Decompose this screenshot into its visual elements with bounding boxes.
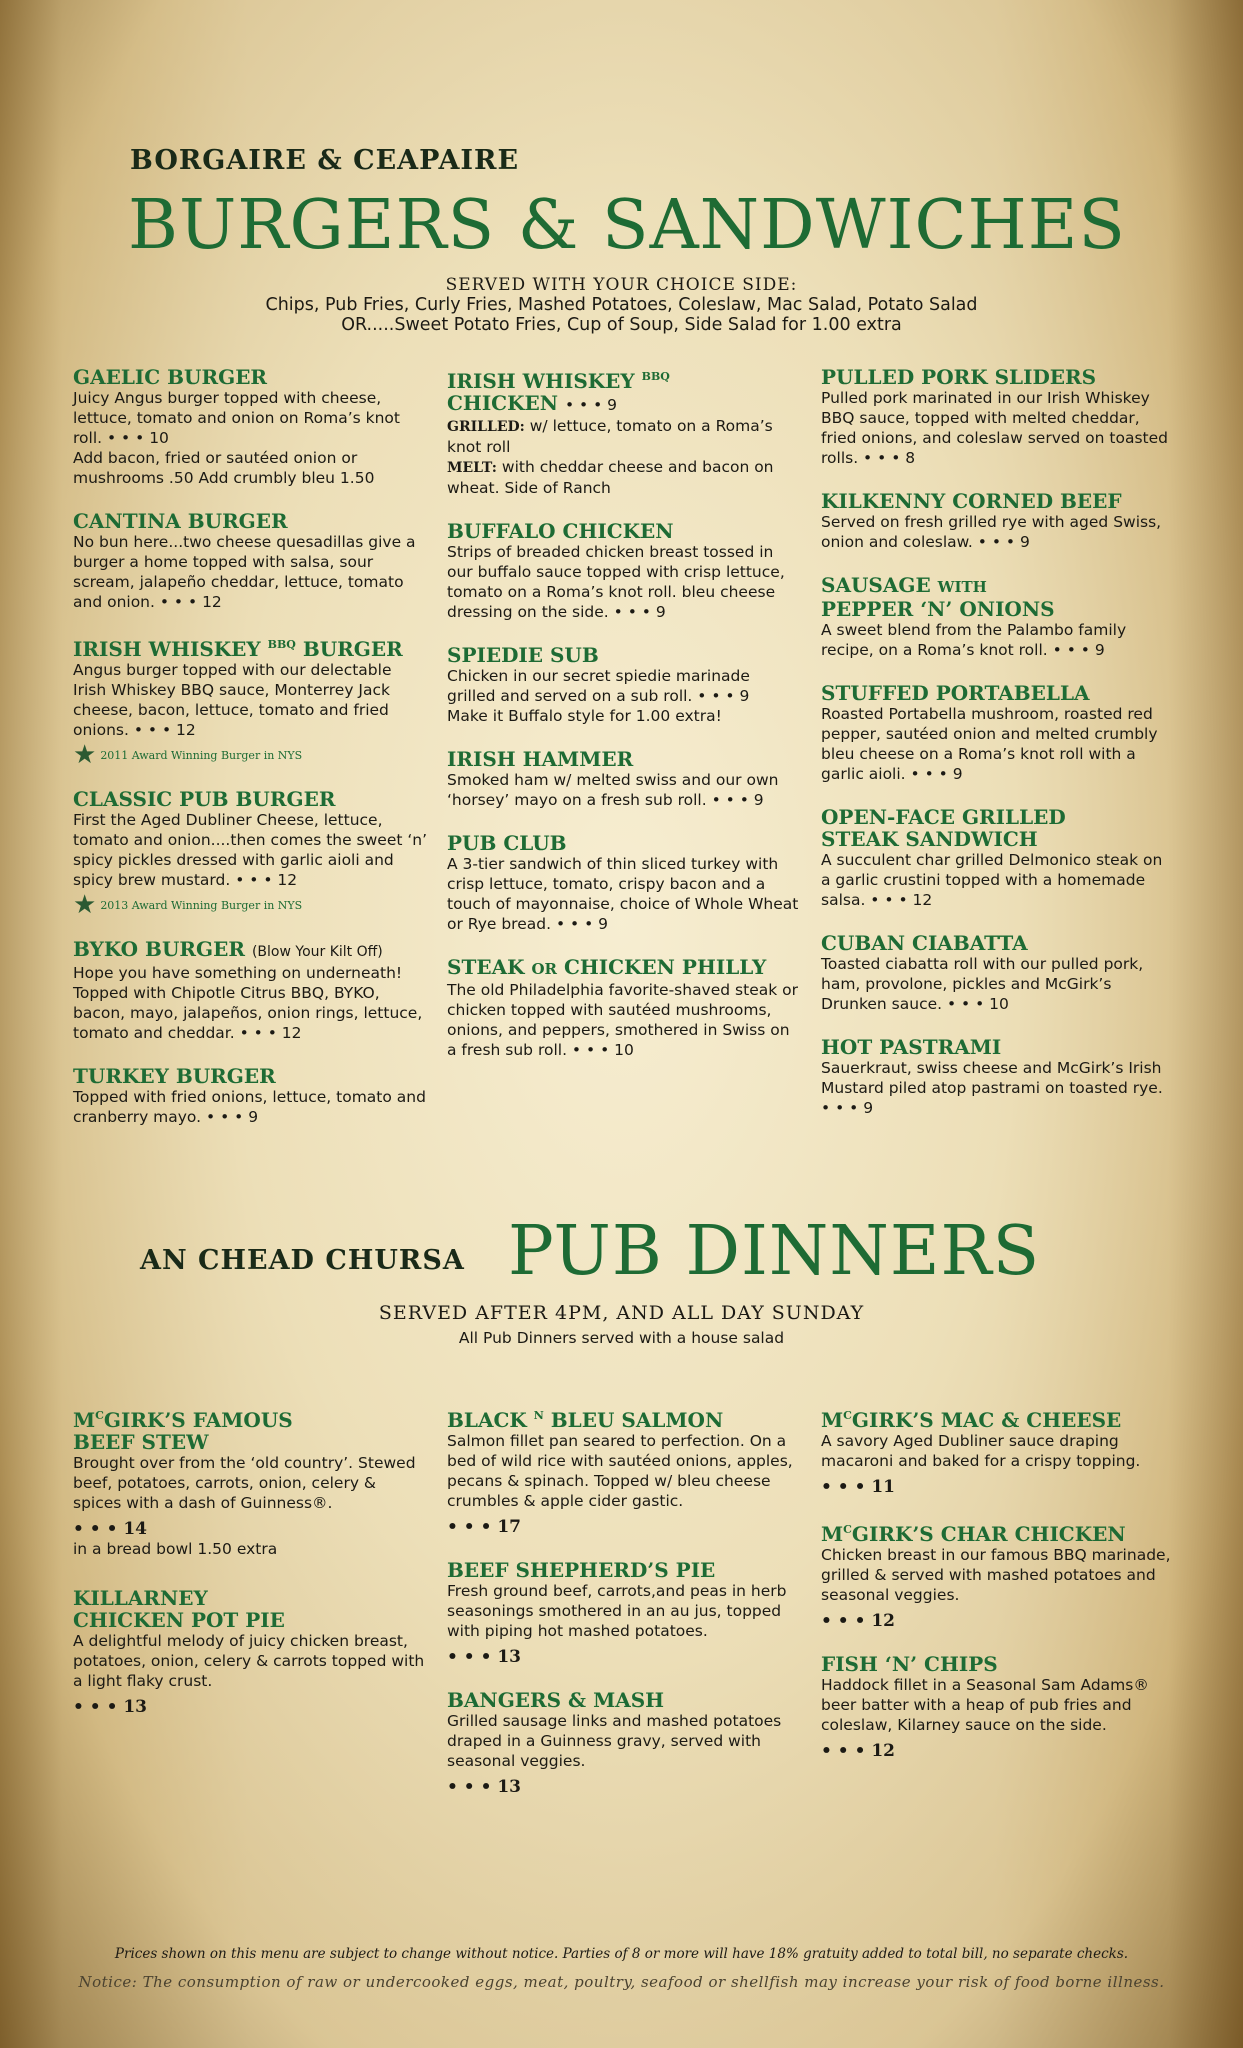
dinners-column-1: [73, 1405, 428, 1739]
item-title: $M^CGIRK’S$ FAMOUS BEEF STEW: [73, 1408, 293, 1454]
item-description: Toasted ciabatta roll with our pulled pork, ham, provolone, pickles and McGirk’s Drunken sauce. • • • 10: [821, 955, 1144, 1013]
item-price: • • • 13: [447, 1777, 522, 1797]
item-title: OPEN-FACE GRILLED STEAK SANDWICH: [821, 805, 1066, 851]
menu-item-irish-whiskey-burger: [73, 634, 428, 770]
item-description: Grilled sausage links and mashed potatoes draped in a Guinness gravy, served with seasonal veggies.: [447, 1712, 782, 1770]
menu-item-spiedie-sub: [447, 644, 802, 726]
menu-item-hot-pastrami: [821, 1036, 1176, 1118]
menu-item-gaelic-burger: [73, 366, 428, 488]
item-title: BYKO BURGER (Blow Your Kilt Off): [73, 937, 383, 961]
item-description: GRILLED: w/ lettuce, tomato on a Roma’s knot roll: [447, 417, 773, 456]
consumption-notice: Notice: The consumption of raw or undercooked eggs, meat, poultry, seafood or shellfish may increase your risk of food borne illness.: [78, 1973, 1165, 1991]
item-title: STUFFED PORTABELLA: [821, 681, 1090, 705]
item-title: STEAK OR CHICKEN PHILLY: [447, 955, 767, 979]
item-title: KILKENNY CORNED BEEF: [821, 489, 1122, 513]
menu-item-kilkenny-corned-beef: [821, 490, 1176, 552]
star-icon: ★: [73, 740, 97, 770]
burgers-column-2: [447, 366, 802, 1082]
burgers-column-3: [821, 366, 1176, 1140]
menu-item-mac-cheese: [821, 1405, 1176, 1497]
item-price: • • • 13: [73, 1697, 148, 1717]
house-salad-line: All Pub Dinners served with a house salad: [458, 1329, 785, 1347]
item-title: CANTINA BURGER: [73, 509, 288, 533]
menu-item-cantina-burger: [73, 510, 428, 612]
dinners-title: PUB DINNERS: [508, 1212, 1041, 1291]
sides-line: Chips, Pub Fries, Curly Fries, Mashed Potatoes, Coleslaw, Mac Salad, Potato Salad: [265, 295, 978, 315]
item-title: BUFFALO CHICKEN: [447, 519, 674, 543]
item-title: HOT PASTRAMI: [821, 1035, 1002, 1059]
item-description: No bun here...two cheese quesadillas give a burger a home topped with salsa, sour scream, jalapeño cheddar, lettuce, tomato and onion. • • • 12: [73, 533, 416, 611]
item-title: PUB CLUB: [447, 831, 567, 855]
menu-item-fish-chips: [821, 1653, 1176, 1761]
menu-item-buffalo-chicken: [447, 520, 802, 622]
award-badge: ★ 2013 Award Winning Burger in NYS: [73, 890, 303, 920]
item-title: CUBAN CIABATTA: [821, 931, 1028, 955]
item-title: SPIEDIE SUB: [447, 643, 599, 667]
item-title: KILLARNEY CHICKEN POT PIE: [73, 1586, 285, 1632]
item-title: IRISH HAMMER: [447, 747, 634, 771]
item-description: Smoked ham w/ melted swiss and our own ‘horsey’ mayo on a fresh sub roll. • • • 9: [447, 771, 779, 809]
dinners-column-3: [821, 1405, 1176, 1783]
item-description: MELT: with cheddar cheese and bacon on wheat. Side of Ranch: [447, 458, 774, 497]
item-title: $M^CGIRK’S$ CHAR CHICKEN: [821, 1522, 1126, 1546]
item-description: Salmon fillet pan seared to perfection. On a bed of wild rice with sautéed onions, apples, pecans & spinach. Topped w/ bleu cheese crumbles & apple cider gastic.: [447, 1432, 793, 1510]
item-description: Roasted Portabella mushroom, roasted red pepper, sautéed onion and melted crumbly bleu cheese on a Roma’s knot roll with a garlic aioli. • • • 9: [821, 705, 1158, 783]
item-title: FISH ‘N’ CHIPS: [821, 1652, 998, 1676]
item-description: Hope you have something on underneath! Topped with Chipotle Citrus BBQ, BYKO, bacon, mayo, jalapeños, onion rings, lettuce, tomato and cheddar. • • • 12: [73, 964, 423, 1042]
menu-item-shepherds-pie: [447, 1559, 802, 1667]
menu-item-bangers-mash: [447, 1689, 802, 1797]
burgers-column-1: [73, 366, 428, 1149]
dinners-served-title: SERVED AFTER 4PM, AND ALL DAY SUNDAY: [378, 1302, 865, 1324]
dinners-subtitle: AN CHEAD CHURSA: [140, 1245, 465, 1276]
item-title: IRISH WHISKEY $^{BBQ}$ BURGER: [73, 637, 403, 661]
item-description: A 3-tier sandwich of thin sliced turkey with crisp lettuce, tomato, crispy bacon and a touch of mayonnaise, choice of Whole Wheat or Rye bread. • • • 9: [447, 855, 799, 933]
item-price: • • • 17: [447, 1517, 522, 1537]
item-title: BLACK $^N$ BLEU SALMON: [447, 1408, 724, 1432]
menu-item-steak-chicken-philly: [447, 956, 802, 1060]
item-description: Angus burger topped with our delectable Irish Whiskey BBQ sauce, Monterrey Jack cheese, bacon, lettuce, tomato and fried onions. • • • 12: [73, 661, 392, 739]
item-price: • • • 13: [447, 1647, 522, 1667]
item-description: Served on fresh grilled rye with aged Swiss, onion and coleslaw. • • • 9: [821, 513, 1162, 551]
served-with-title: SERVED WITH YOUR CHOICE SIDE:: [445, 275, 798, 295]
item-description: A sweet blend from the Palambo family recipe, on a Roma’s knot roll. • • • 9: [821, 621, 1127, 659]
item-title: BANGERS & MASH: [447, 1688, 665, 1712]
item-price: • • • 12: [821, 1741, 896, 1761]
prices-notice: Prices shown on this menu are subject to change without notice. Parties of 8 or more will have 18% gratuity added to total bill, no separate checks.: [114, 1946, 1129, 1962]
menu-item-classic-pub-burger: [73, 787, 428, 920]
item-title: PULLED PORK SLIDERS: [821, 365, 1097, 389]
item-extra: in a bread bowl 1.50 extra: [73, 1540, 278, 1558]
burgers-subtitle: BORGAIRE & CEAPAIRE: [130, 145, 520, 176]
menu-item-pub-club: [447, 832, 802, 934]
menu-item-char-chicken: [821, 1519, 1176, 1631]
item-title: GAELIC BURGER: [73, 365, 268, 389]
item-description: A delightful melody of juicy chicken breast, potatoes, onion, celery & carrots topped with a light flaky crust.: [73, 1632, 425, 1690]
item-description: Brought over from the ‘old country’. Stewed beef, potatoes, carrots, onion, celery & spices with a dash of Guinness®.: [73, 1454, 416, 1512]
item-description: Chicken breast in our famous BBQ marinade, grilled & served with mashed potatoes and seasonal veggies.: [821, 1546, 1171, 1604]
menu-item-byko-burger: [73, 938, 428, 1043]
menu-item-sausage-pepper-onions: [821, 574, 1176, 660]
item-price: • • • 12: [821, 1611, 896, 1631]
item-description: The old Philadelphia favorite-shaved steak or chicken topped with sautéed mushrooms, onions, and peppers, smothered in Swiss on a fresh sub roll. • • • 10: [447, 981, 798, 1059]
star-icon: ★: [73, 890, 97, 920]
menu-item-turkey-burger: [73, 1065, 428, 1127]
item-description: A savory Aged Dubliner sauce draping macaroni and baked for a crispy topping.: [821, 1432, 1141, 1470]
item-title: $M^CGIRK’S$ MAC & CHEESE: [821, 1408, 1122, 1432]
item-price: • • • 11: [821, 1477, 896, 1497]
item-description: Chicken in our secret spiedie marinade grilled and served on a sub roll. • • • 9: [447, 667, 750, 705]
award-badge: ★ 2011 Award Winning Burger in NYS: [73, 740, 303, 770]
item-extra: Make it Buffalo style for 1.00 extra!: [447, 707, 722, 725]
menu-item-pulled-pork-sliders: [821, 366, 1176, 468]
item-description: Strips of breaded chicken breast tossed in our buffalo sauce topped with crisp lettuce, tomato on a Roma’s knot roll. bleu cheese dressing on the side. • • • 9: [447, 543, 785, 621]
menu-item-cuban-ciabatta: [821, 932, 1176, 1014]
upgrade-line: OR.....Sweet Potato Fries, Cup of Soup, Side Salad for 1.00 extra: [341, 315, 902, 335]
item-description: Sauerkraut, swiss cheese and McGirk’s Irish Mustard piled atop pastrami on toasted rye. • • • 9: [821, 1059, 1163, 1117]
item-description: Fresh ground beef, carrots,and peas in herb seasonings smothered in an au jus, topped with piping hot mashed potatoes.: [447, 1582, 787, 1640]
menu-item-chicken-pot-pie: [73, 1587, 428, 1717]
menu-item-irish-whiskey-chicken: [447, 366, 802, 498]
menu-item-beef-stew: [73, 1405, 428, 1559]
burgers-title: BURGERS & SANDWICHES: [128, 186, 1126, 265]
menu-item-irish-hammer: [447, 748, 802, 810]
item-description: A succulent char grilled Delmonico steak on a garlic crustini topped with a homemade salsa. • • • 12: [821, 851, 1163, 909]
item-description: Topped with fried onions, lettuce, tomato and cranberry mayo. • • • 9: [73, 1088, 426, 1126]
dinners-column-2: [447, 1405, 802, 1819]
item-description: Pulled pork marinated in our Irish Whiskey BBQ sauce, topped with melted cheddar, fried onions, and coleslaw served on toasted rolls. • • • 8: [821, 389, 1168, 467]
item-description: Haddock fillet in a Seasonal Sam Adams® beer batter with a heap of pub fries and coleslaw, Kilarney sauce on the side.: [821, 1676, 1149, 1734]
item-description: Juicy Angus burger topped with cheese, lettuce, tomato and onion on Roma’s knot roll. • • • 10: [73, 389, 400, 447]
item-description: First the Aged Dubliner Cheese, lettuce, tomato and onion....then comes the sweet ‘n’ spicy pickles dressed with garlic aioli and spicy brew mustard. • • • 12: [73, 811, 428, 889]
dinners-served-block: [0, 1302, 1243, 1348]
item-title: SAUSAGE WITH PEPPER ‘N’ ONIONS: [821, 573, 1055, 621]
item-price: • • • 14: [73, 1519, 148, 1539]
item-title: CLASSIC PUB BURGER: [73, 787, 336, 811]
menu-item-stuffed-portabella: [821, 682, 1176, 784]
menu-item-open-face-steak: [821, 806, 1176, 910]
item-title: TURKEY BURGER: [73, 1064, 276, 1088]
item-title: BEEF SHEPHERD’S PIE: [447, 1558, 716, 1582]
served-with-block: [0, 275, 1243, 335]
menu-item-black-bleu-salmon: [447, 1405, 802, 1537]
item-title: IRISH WHISKEY $^{BBQ}$ CHICKEN • • • 9: [447, 369, 670, 415]
item-extra: Add bacon, fried or sautéed onion or mushrooms .50 Add crumbly bleu 1.50: [73, 449, 375, 487]
